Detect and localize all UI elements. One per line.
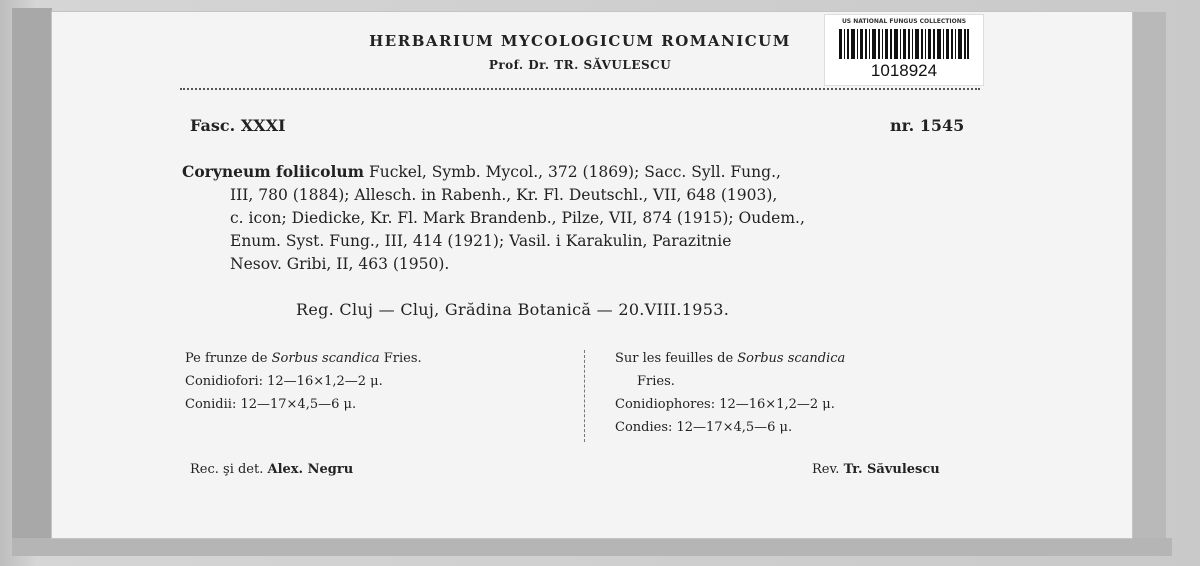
species-name: Coryneum foliicolum (182, 162, 365, 181)
citation-line: c. icon; Diedicke, Kr. Fl. Mark Brandenb., Pilze, VII, 874 (1915); Oudem., (230, 209, 805, 227)
citation-line: Enum. Syst. Fung., III, 414 (1921); Vasil. i Karakulin, Parazitnie (230, 232, 732, 250)
host-line: Pe frunze de Sorbus scandica Fries. (185, 351, 422, 366)
barcode-caption: US NATIONAL FUNGUS COLLECTIONS (841, 18, 967, 25)
conidiophores-line: Conidiophores: 12—16×1,2—2 μ. (615, 397, 835, 412)
barcode-number: 1018924 (870, 61, 938, 80)
citation-line: III, 780 (1884); Allesch. in Rabenh., Kr. Fl. Deutschl., VII, 648 (1903), (230, 186, 778, 204)
description-french (615, 347, 845, 439)
conidiophores-line: Conidiofori: 12—16×1,2—2 μ. (185, 374, 383, 389)
host-name: Sorbus scandica (271, 351, 380, 366)
description-romanian (185, 347, 422, 416)
host-line: Sur les feuilles de Sorbus scandica (615, 351, 846, 366)
host-name: Sorbus scandica (737, 351, 846, 366)
conidia-line: Condies: 12—17×4,5—6 μ. (615, 420, 793, 435)
header-divider (180, 88, 980, 90)
card-bottom-edge (12, 538, 1172, 556)
reviewer-credit: Rev. Tr. Săvulescu (812, 462, 940, 477)
fascicle-number: Fasc. XXXI (190, 116, 286, 135)
collection-locality: Reg. Cluj — Cluj, Grădina Botanică — 20.VIII.1953. (296, 300, 730, 319)
reviewer-name: Tr. Săvulescu (843, 462, 940, 477)
barcode-icon (839, 29, 969, 59)
collector-credit: Rec. şi det. Alex. Negru (190, 462, 354, 477)
conidia-line: Conidii: 12—17×4,5—6 μ. (185, 397, 357, 412)
header-title: HERBARIUM MYCOLOGICUM ROMANICUM (369, 32, 791, 50)
taxon-citation (182, 160, 988, 276)
citation-text: Fuckel, Symb. Mycol., 372 (1869); Sacc. Syll. Fung., (364, 163, 781, 181)
barcode-label (824, 14, 984, 86)
header-subtitle: Prof. Dr. TR. SĂVULESCU (488, 58, 672, 72)
collector-name: Alex. Negru (267, 462, 354, 477)
citation-line (182, 160, 988, 184)
column-divider (584, 350, 585, 442)
host-author: Fries. (637, 374, 675, 389)
card-left-edge (12, 8, 52, 548)
specimen-number: nr. 1545 (890, 116, 965, 135)
citation-line: Nesov. Gribi, II, 463 (1950). (230, 255, 450, 273)
